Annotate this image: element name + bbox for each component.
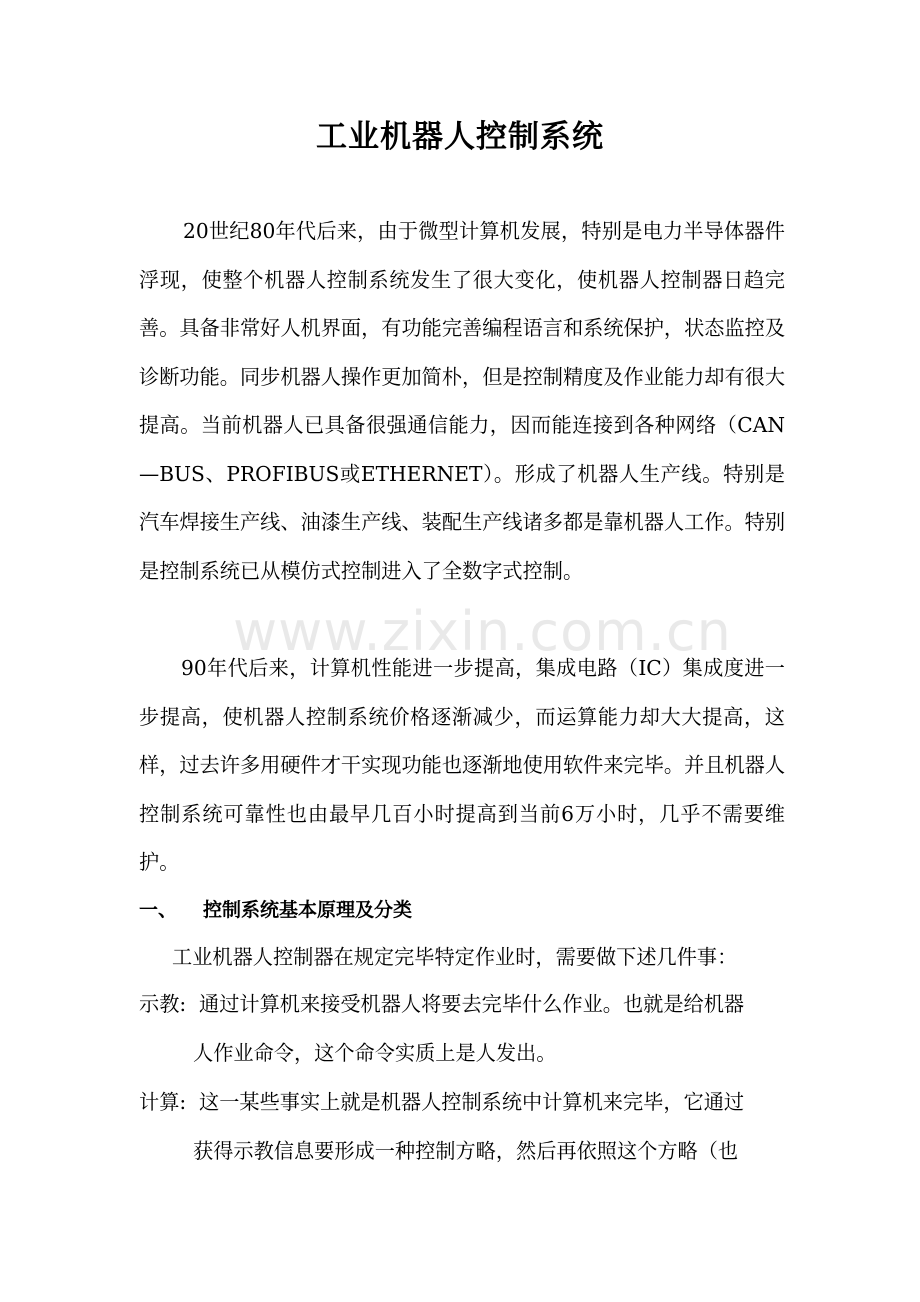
section-number: 一、 [139,899,178,921]
watermark: www.zixin.com.cn [233,600,732,663]
list-item-label: 计算: [139,1090,187,1114]
section-intro: 工业机器人控制器在规定完毕特定作业时，需要做下述几件事： [172,945,738,969]
list-item-label: 示教: [139,992,187,1016]
section-heading [139,886,412,934]
section-title: 控制系统基本原理及分类 [203,899,413,921]
paragraph-1: 20世纪80年代后来，由于微型计算机发展，特别是电力半导体器件浮现，使整个机器人控制系统发生了很大变化，使机器人控制器日趋完善。具备非常好人机界面，有功能完善编程语言和系统保护，状态监控及诊断功能。同步机器人操作更加简朴，但是控制精度及作业能力却有很大提高。当前机器人已具备很强通信能力，因而能连接到各种网络（CAN—BUS、PROFIBUS或ETHERNET）。形成了机器人生产线。特别是汽车焊接生产线、油漆生产线、装配生产线诸多都是靠机器人工作。特别是控制系统已从模仿式控制进入了全数字式控制。 [139,219,786,583]
list-item-compute [139,1078,785,1175]
paragraph-2: 90年代后来，计算机性能进一步提高，集成电路（IC）集成度进一步提高，使机器人控制系统价格逐渐减少，而运算能力却大大提高，这样，过去许多用硬件才干实现功能也逐渐地使用软件来完毕。并且机器人控制系统可靠性也由最早几百小时提高到当前6万小时，几乎不需要维护。 [139,656,786,874]
list-item-text: 通过计算机来接受机器人将要去完毕什么作业。也就是给机器 [199,992,745,1016]
list-item-teach [139,980,785,1077]
list-item-continuation: 人作业命令，这个命令实质上是人发出。 [193,1040,557,1065]
list-item-continuation: 获得示教信息要形成一种控制方略，然后再依照这个方略（也 [193,1138,739,1163]
document-title: 工业机器人控制系统 [316,119,604,155]
list-item-text: 这一某些事实上就是机器人控制系统中计算机来完毕，它通过 [199,1090,745,1114]
